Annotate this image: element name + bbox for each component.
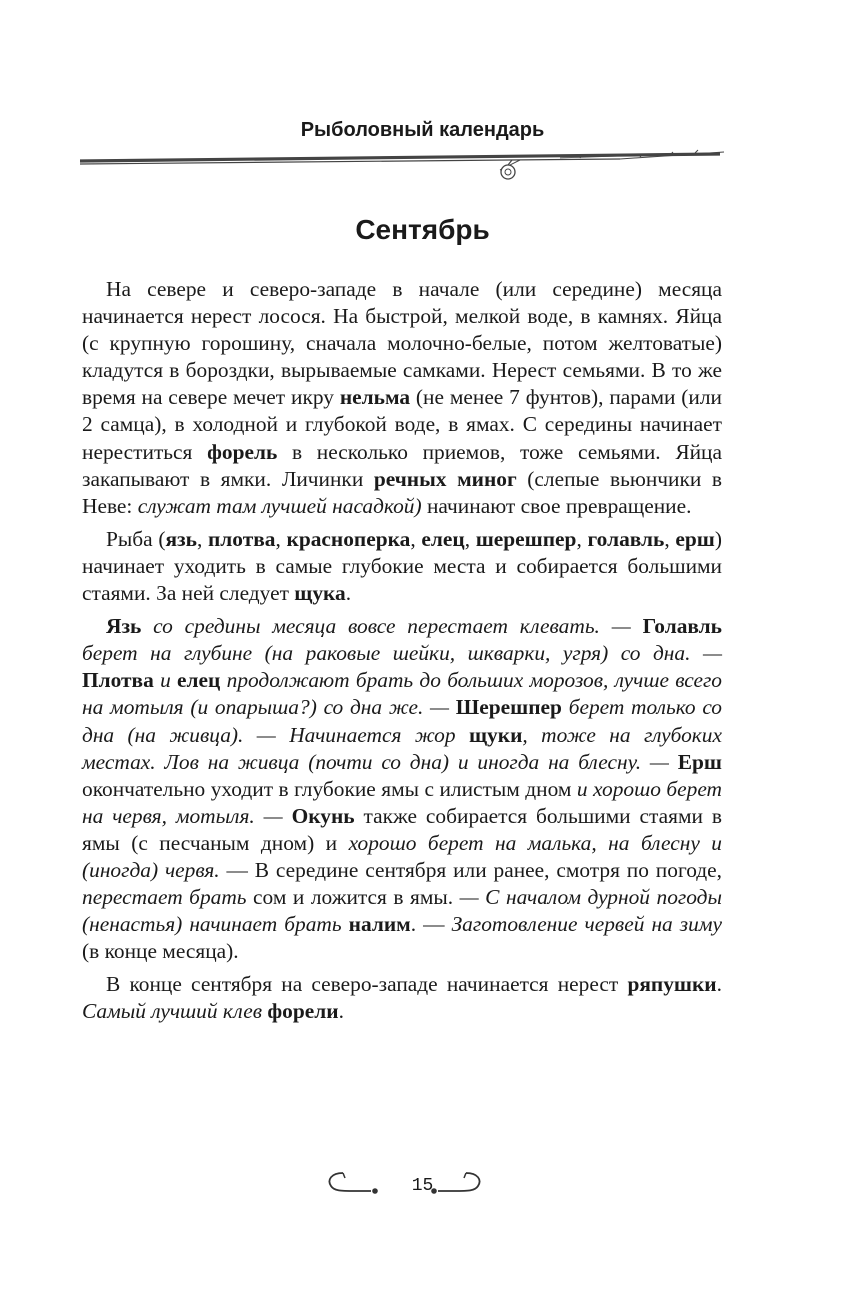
text-run: ) начинает уходить в самые глубокие места и собирается большими стаями. За ней следует [82, 526, 722, 606]
italic-text: Самый лучший клев [82, 999, 262, 1024]
text-run: , [410, 526, 422, 551]
text-run: . [338, 999, 344, 1024]
bold-term: красноперка [286, 526, 411, 551]
text-run: окончательно уходит в глубокие ямы с илистым дном [82, 776, 577, 801]
fishing-rod-icon [80, 148, 730, 188]
text-run [283, 804, 292, 828]
bold-term: Окунь [291, 803, 355, 828]
text-run: . — [410, 912, 452, 937]
bold-term: плотва [207, 526, 276, 551]
text-run: На севере и северо-западе в начале (или середине) месяца начинается нерест лосося. На быстрой, мелкой воде, в камнях. Яйца (с крупную горошину, сначала молочно-белые, потом желтоватые) кладутся в бороздки, вырываемые самками. Нерест семьями. В то же время на севере мечет икру [82, 277, 722, 410]
italic-text: перестает брать [82, 885, 247, 910]
text-run: , [196, 526, 208, 551]
bold-term: елец [177, 668, 221, 693]
bold-term: нельма [339, 385, 411, 410]
italic-text: берет только со дна (на живца). — Начинается жор [82, 695, 722, 747]
italic-text: служат там лучшей насадкой) [137, 493, 422, 518]
italic-text: — С началом дурной погоды (ненастья) начинает брать [82, 885, 722, 937]
bold-term: форели [267, 999, 339, 1024]
bold-term: Голавль [642, 614, 722, 639]
bold-term: Шерешпер [455, 695, 562, 720]
italic-text: и [153, 668, 178, 693]
body-text [82, 276, 722, 1032]
text-run: Рыба ( [106, 526, 166, 551]
paragraph [82, 971, 722, 1025]
paragraph [82, 276, 722, 520]
text-run: В конце сентября на северо-западе начинается нерест [106, 972, 628, 997]
italic-text: продолжают брать до больших морозов, лучше всего на мотыля (и опарыша?) со дна же. — [82, 668, 722, 720]
chapter-title: Сентябрь [355, 214, 490, 245]
bold-term: голавль [587, 526, 665, 551]
text-run: , [576, 526, 588, 551]
text-run [342, 912, 349, 936]
bold-term: ряпушки [627, 972, 717, 997]
text-run: , [464, 526, 476, 551]
text-run: . [345, 581, 352, 606]
text-run: в несколько приемов, тоже семьями. Яйца закапывают в ямки. Личинки [82, 439, 723, 491]
text-run: начинают свое превращение. [421, 493, 692, 518]
text-run: также собирается большими стаями в ямы (с песчаным дном) и [82, 803, 722, 855]
bold-term: щуки [469, 722, 523, 747]
bold-term: шерешпер [475, 526, 577, 551]
text-run: сом и ложится в ямы. [246, 885, 460, 910]
italic-text: Заготовление червей на зиму [451, 912, 722, 937]
text-run: , [275, 526, 287, 551]
running-title: Рыболовный календарь [300, 119, 545, 141]
text-run: — В середине сентября или ранее, смотря по погоде, [219, 857, 722, 882]
italic-text: берет на глубине (на раковые шейки, шкварки, угря) со дна. — [82, 641, 722, 666]
text-run: (в конце месяца). [82, 939, 239, 964]
page-number: 15 [411, 1176, 434, 1196]
bold-term: налим [348, 912, 411, 937]
bold-term: язь [165, 526, 197, 551]
bold-term: форель [207, 439, 278, 464]
bold-term: Плотва [82, 668, 154, 693]
italic-text: со средины месяца вовсе перестает клевать. — [141, 614, 643, 639]
bold-term: ерш [675, 526, 715, 551]
bold-term: щука [294, 581, 346, 606]
bold-term: речных миног [373, 466, 517, 491]
paragraph [82, 526, 722, 607]
bold-term: Язь [106, 614, 142, 639]
bold-term: Ерш [677, 749, 722, 774]
text-run: (не менее 7 фунтов), парами (или 2 самца), в холодной и глубокой воде, в ямах. С середины начинает нереститься [82, 385, 722, 464]
text-run: , [664, 526, 676, 551]
text-run: (слепые вьюнчики в Неве: [82, 466, 722, 518]
paragraph [82, 613, 722, 965]
text-run: . [716, 972, 722, 997]
italic-text: и хорошо берет на червя, мотыля. — [82, 776, 723, 828]
italic-text: хорошо берет на малька, на блесну и (иногда) червя. [82, 830, 722, 882]
bold-term: елец [421, 526, 465, 551]
italic-text: , тоже на глубоких местах. Лов на живца (почти со дна) и иногда на блесну. — [82, 722, 722, 774]
